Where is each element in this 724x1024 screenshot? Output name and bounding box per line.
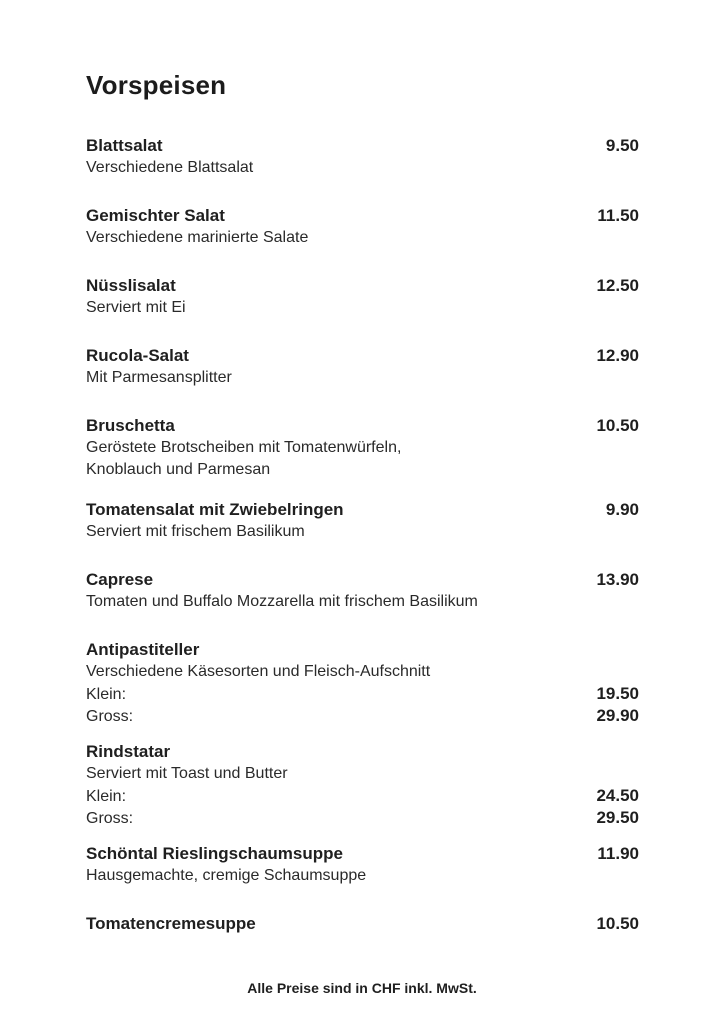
variant-price: 19.50 [596,684,639,703]
menu-item-nuesslisalat [86,275,639,319]
item-description: Tomaten und Buffalo Mozzarella mit frischem Basilikum [86,593,478,610]
item-description-line-2: Knoblauch und Parmesan [86,461,271,478]
variant-row-gross [86,807,639,829]
item-row [86,913,639,935]
item-description: Mit Parmesansplitter [86,369,232,386]
item-row [86,415,639,437]
section-title: Vorspeisen [86,70,227,100]
item-name: Tomatencremesuppe [86,914,256,933]
item-row [86,135,639,157]
item-row [86,345,639,367]
menu-item-rucola-salat [86,345,639,389]
item-price: 12.50 [596,276,639,295]
menu-item-tomatensalat [86,499,639,543]
item-description: Hausgemachte, cremige Schaumsuppe [86,867,367,884]
item-row [86,275,639,297]
item-description: Verschiedene Käsesorten und Fleisch-Aufschnitt [86,663,431,680]
footer-price-note: Alle Preise sind in CHF inkl. MwSt. [247,980,477,996]
menu-item-blattsalat [86,135,639,179]
item-name: Tomatensalat mit Zwiebelringen [86,500,344,519]
item-price: 10.50 [596,416,639,435]
variant-price: 24.50 [596,786,639,805]
variant-label: Gross: [86,708,134,725]
item-price: 13.90 [596,570,639,589]
variant-label: Gross: [86,810,134,827]
variant-label: Klein: [86,788,127,805]
menu-item-antipastiteller [86,639,639,727]
item-name: Caprese [86,570,154,589]
item-name: Rindstatar [86,742,171,761]
item-description: Serviert mit Ei [86,299,186,316]
variant-row-klein [86,785,639,807]
menu-item-tomatencremesuppe [86,913,639,935]
menu-item-rieslingschaumsuppe [86,843,639,887]
item-description: Verschiedene marinierte Salate [86,229,309,246]
item-price: 9.90 [605,500,639,519]
item-price: 10.50 [596,914,639,933]
item-description: Geröstete Brotscheiben mit Tomatenwürfeln, [86,439,402,456]
menu-item-rindstatar [86,741,639,829]
item-row [86,843,639,865]
item-price: 11.90 [597,844,639,863]
item-name: Schöntal Rieslingschaumsuppe [86,844,343,863]
item-name: Bruschetta [86,416,175,435]
item-price: 11.50 [597,206,639,225]
item-row [86,741,639,763]
variant-label: Klein: [86,686,127,703]
item-name: Nüsslisalat [86,276,176,295]
item-price: 9.50 [605,136,639,155]
item-row [86,569,639,591]
item-price: 12.90 [596,346,639,365]
menu-item-bruschetta [86,415,639,481]
item-name: Blattsalat [86,136,163,155]
item-name: Gemischter Salat [86,206,225,225]
item-row [86,499,639,521]
menu-item-caprese [86,569,639,613]
item-row [86,639,639,661]
item-description: Serviert mit Toast und Butter [86,765,288,782]
variant-row-klein [86,683,639,705]
menu-item-gemischter-salat [86,205,639,249]
item-row [86,205,639,227]
item-description: Serviert mit frischem Basilikum [86,523,305,540]
item-description: Verschiedene Blattsalat [86,159,254,176]
variant-price: 29.90 [596,706,639,725]
variant-price: 29.50 [596,808,639,827]
item-name: Rucola-Salat [86,346,189,365]
variant-row-gross [86,705,639,727]
item-name: Antipastiteller [86,640,200,659]
